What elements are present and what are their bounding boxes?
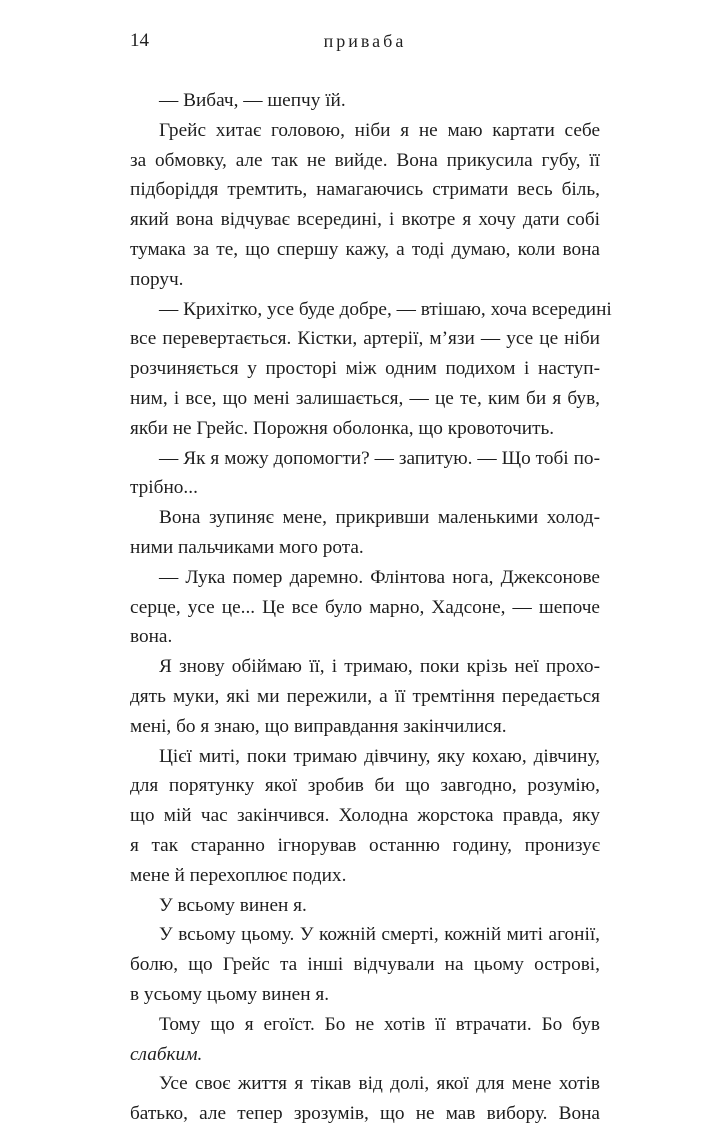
text-line: за обмовку, але так не вийде. Вона прикусила губу, її [130, 149, 600, 171]
body-text [130, 86, 612, 1129]
page-number: 14 [130, 30, 149, 51]
text-line: все перевертається. Кістки, артерії, м’язи — усе це ніби [130, 328, 600, 350]
text-line: мене й перехоплює подих. [130, 864, 347, 886]
text-line: — Як я можу допомогти? — запитую. — Що тобі по- [159, 447, 600, 469]
text-line: дять муки, які ми пережили, а її тремтіння передається [130, 685, 600, 707]
text-line: для порятунку якої зробив би що завгодно, розумію, [130, 775, 600, 797]
text-line: в усьому цьому винен я. [130, 983, 330, 1005]
text-line: мені, бо я знаю, що виправдання закінчилися. [130, 715, 507, 737]
text-line: У всьому винен я. [159, 894, 307, 916]
text-line: тумака за те, що спершу кажу, а тоді думаю, коли вона [130, 238, 600, 260]
text-line: Цієї миті, поки тримаю дівчину, яку кохаю, дівчину, [159, 745, 600, 767]
text-line: вона. [130, 626, 173, 648]
page-header [130, 28, 600, 54]
text-line: якби не Грейс. Порожня оболонка, що кровоточить. [130, 417, 555, 439]
text-line: У всьому цьому. У кожній смерті, кожній миті агонії, [159, 924, 600, 946]
text-line: — Вибач, — шепчу їй. [159, 90, 346, 111]
text-line: Вона зупиняє мене, прикривши маленькими холод- [159, 507, 600, 529]
text-line: що мій час закінчився. Холодна жорстока правда, яку [130, 805, 600, 827]
text-line: — Крихітко, усе буде добре, — втішаю, хоча всередині [159, 298, 612, 320]
text-line: трібно... [130, 477, 198, 499]
text-line: Грейс хитає головою, ніби я не маю картати себе [159, 119, 600, 141]
text-line: ним, і все, що мені залишається, — це те, ким би я був, [130, 387, 600, 409]
text-line: слабким. [130, 1043, 203, 1065]
text-line: поруч. [130, 268, 184, 290]
text-line: який вона відчуває всередині, і вкотре я хочу дати собі [130, 209, 600, 231]
text-line: ними пальчиками мого рота. [130, 536, 364, 558]
text-line: розчиняється у просторі між одним подихом і наступ- [130, 358, 600, 380]
running-title: приваба [323, 31, 407, 51]
text-line: я так старанно ігнорував останню годину, пронизує [130, 834, 600, 856]
text-line: серце, усе це... Це все було марно, Хадсоне, — шепоче [130, 596, 600, 618]
text-line: батько, але тепер зрозумів, що не мав вибору. Вона [130, 1103, 600, 1125]
text-line: болю, що Грейс та інші відчували на цьому острові, [130, 954, 600, 976]
text-line: — Лука помер даремно. Флінтова нога, Джексонове [159, 566, 600, 588]
text-line: Усе своє життя я тікав від долі, якої для мене хотів [159, 1073, 600, 1095]
text-line: Я знову обіймаю її, і тримаю, поки крізь неї прохо- [159, 656, 600, 678]
text-line: Тому що я егоїст. Бо не хотів її втрачати. Бо був [159, 1013, 600, 1035]
text-line: підборіддя тремтить, намагаючись стримати весь біль, [130, 179, 600, 201]
